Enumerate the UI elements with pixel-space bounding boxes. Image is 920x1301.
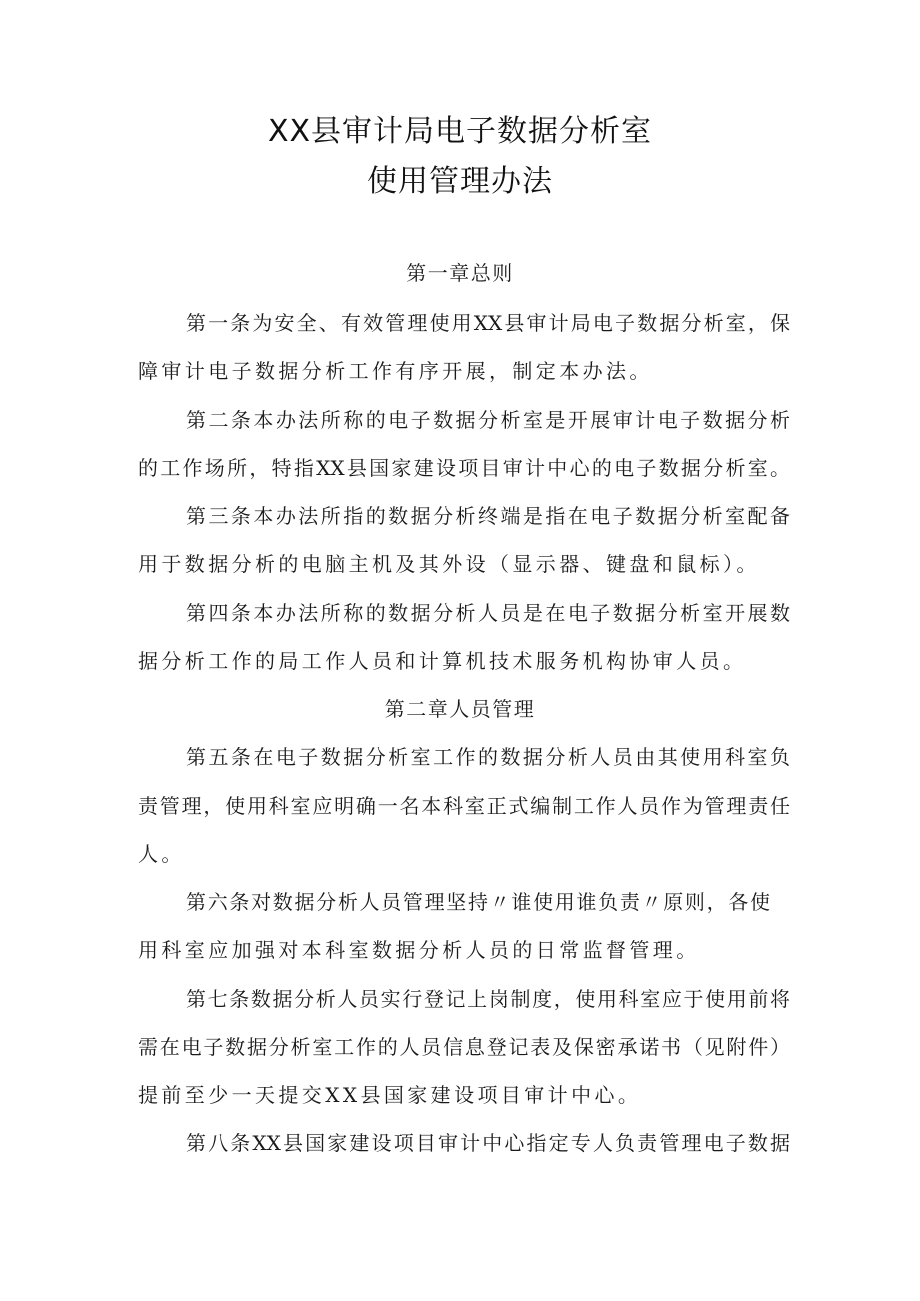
article-5-line-1: 第五条在电子数据分析室工作的数据分析人员由其使用科室负 — [186, 745, 790, 769]
article-6-line-1: 第六条对数据分析人员管理坚持〃谁使用谁负责〃原则，各使 — [186, 890, 770, 914]
article-4-line-2: 据分析工作的局工作人员和计算机技术服务机构协审人员。 — [138, 649, 747, 673]
article-3-line-1: 第三条本办法所指的数据分析终端是指在电子数据分析室配备 — [186, 504, 790, 528]
article-2-line-2: 的工作场所，特指XX县国家建设项目审计中心的电子数据分析室。 — [138, 456, 790, 480]
article-3-line-2: 用于数据分析的电脑主机及其外设（显示器、键盘和鼠标）。 — [138, 552, 760, 576]
article-1-line-1: 第一条为安全、有效管理使用XX县审计局电子数据分析室，保 — [186, 311, 790, 335]
article-7-line-1: 第七条数据分析人员实行登记上岗制度，使用科室应于使用前将 — [186, 987, 790, 1011]
article-2-line-1: 第二条本办法所称的电子数据分析室是开展审计电子数据分析 — [186, 408, 790, 432]
article-6-line-2: 用科室应加强对本科室数据分析人员的日常监督管理。 — [138, 938, 700, 962]
article-1-line-2: 障审计电子数据分析工作有序开展，制定本办法。 — [138, 359, 653, 383]
chapter-1-heading: 第一章总则 — [406, 261, 514, 285]
article-4-line-1: 第四条本办法所称的数据分析人员是在电子数据分析室开展数 — [186, 601, 790, 625]
article-8-line-1: 第八条XX县国家建设项目审计中心指定专人负责管理电子数据 — [186, 1131, 790, 1155]
article-5-line-2: 责管理，使用科室应明确一名本科室正式编制工作人员作为管理责任 — [138, 794, 790, 818]
article-7-line-2: 需在电子数据分析室工作的人员信息登记表及保密承诺书（见附件） — [138, 1035, 790, 1059]
document-title-line-2: 使用管理办法 — [367, 164, 553, 199]
article-7-line-3: 提前至少一天提交XX县国家建设项目审计中心。 — [138, 1083, 642, 1107]
document-title-line-1: XX县审计局电子数据分析室 — [267, 114, 653, 149]
chapter-2-heading: 第二章人员管理 — [384, 697, 536, 721]
article-5-line-3: 人。 — [138, 842, 185, 866]
